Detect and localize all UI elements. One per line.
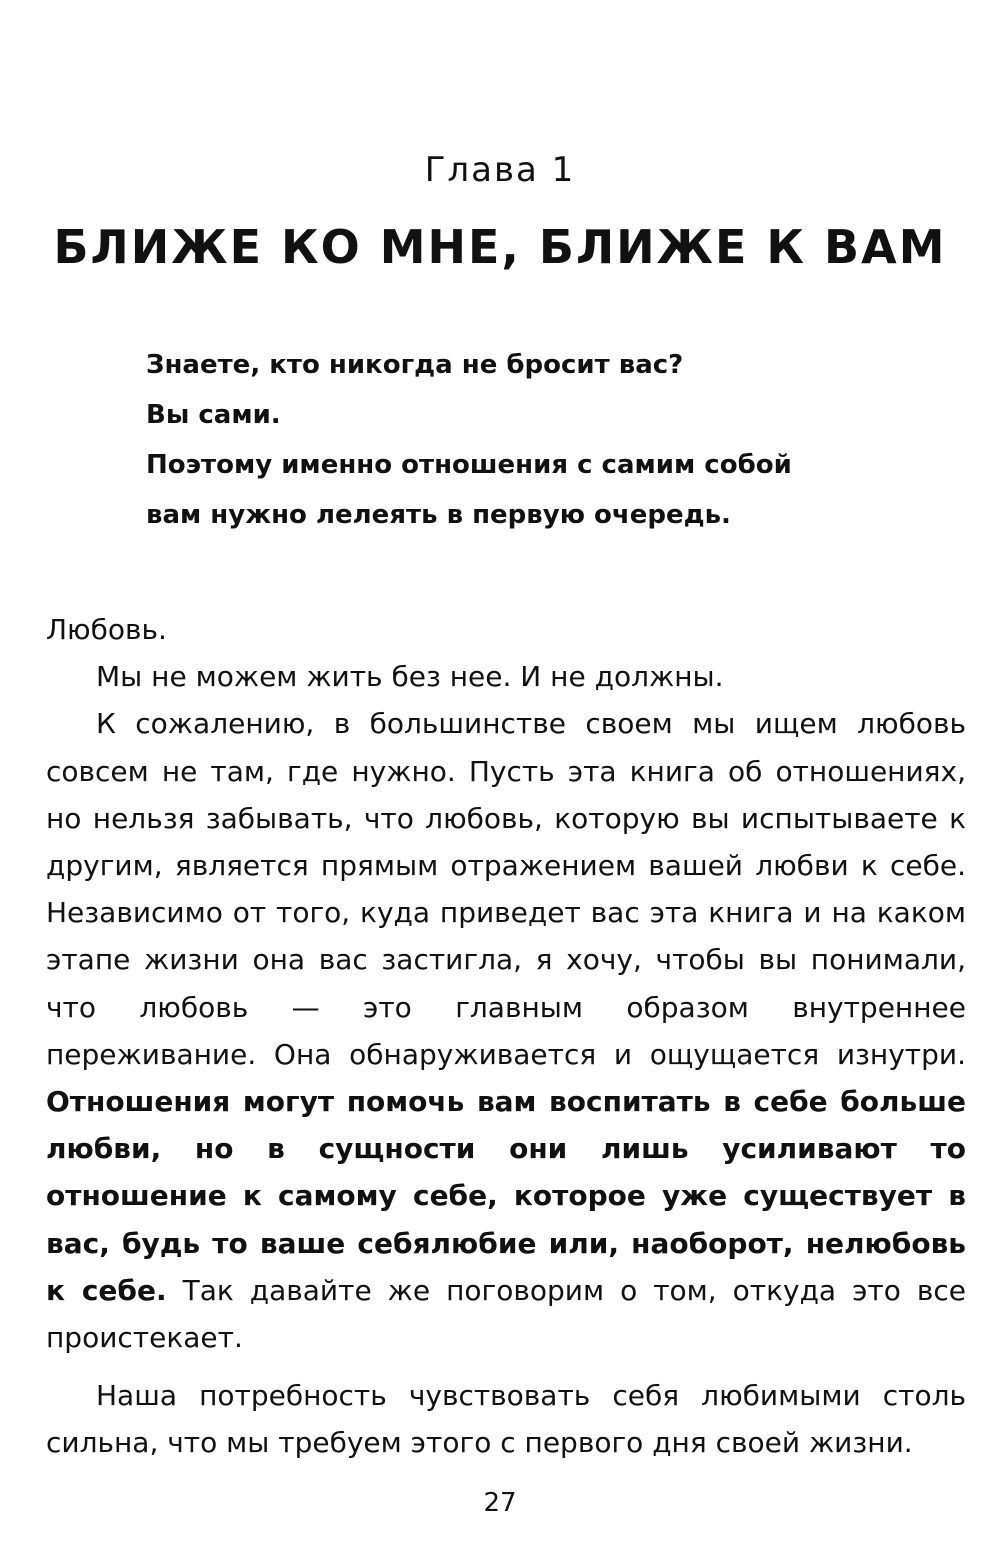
- emphasized-text: Отношения могут помочь вам воспитать в себе больше любви, но в сущности они лишь усиливают то отношение к самому себе, которое уже существует в вас, будь то ваше себялюбие или, наоборот, нелюбовь к себе.: [46, 1085, 966, 1307]
- paragraph-text: Так давайте же поговорим о том, откуда это все проистекает.: [46, 1273, 966, 1355]
- paragraph: Любовь.: [46, 613, 167, 646]
- epigraph-line: вам нужно лелеять в первую очередь.: [146, 500, 731, 530]
- paragraph: Наша потребность чувствовать себя любимыми столь сильна, что мы требуем этого с первого дня своей жизни.: [46, 1379, 966, 1460]
- paragraph-text: К сожалению, в большинстве своем мы ищем любовь совсем не там, где нужно. Пусть эта книга об отношениях, но нельзя забывать, что любовь, которую вы испытываете к другим, является прямым отражением вашей любви к себе. Независимо от того, куда приведет вас эта книга и на каком этапе жизни она вас застигла, я хочу, чтобы вы понимали, что любовь — это главным образом внутреннее переживание. Она обнаруживается и ощущается изнутри.: [46, 707, 966, 1071]
- chapter-label: Глава 1: [424, 150, 576, 190]
- page-number: 27: [483, 1488, 517, 1518]
- epigraph: [146, 340, 866, 540]
- body-text: [46, 606, 966, 1467]
- paragraph: [46, 700, 966, 1361]
- epigraph-line: Вы сами.: [146, 400, 281, 430]
- chapter-title: БЛИЖЕ КО МНЕ, БЛИЖЕ К ВАМ: [53, 220, 947, 274]
- epigraph-line: Знаете, кто никогда не бросит вас?: [146, 350, 684, 380]
- paragraph: Мы не можем жить без нее. И не должны.: [96, 660, 724, 694]
- epigraph-line: Поэтому именно отношения с самим собой: [146, 450, 792, 480]
